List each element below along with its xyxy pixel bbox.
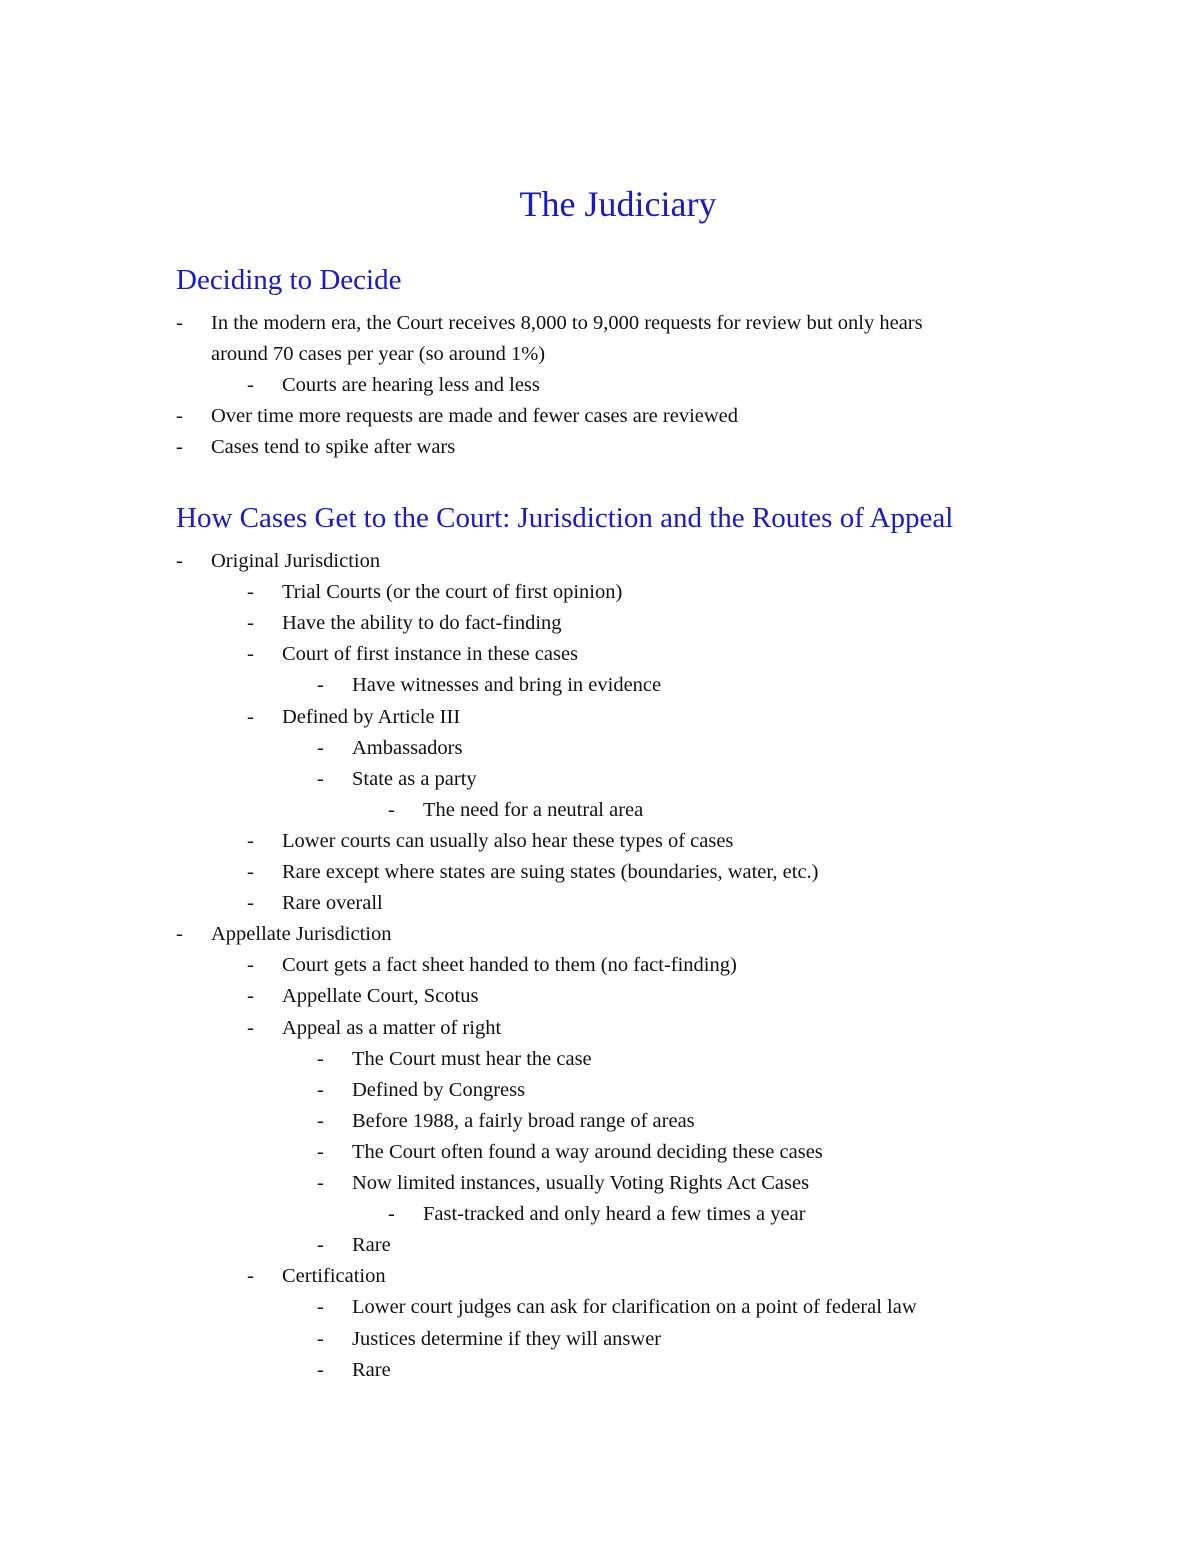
bullet-dash: - — [247, 1016, 254, 1039]
bullet-dash: - — [176, 550, 183, 572]
list-item-level-1: Over time more requests are made and fewer cases are reviewed — [211, 405, 739, 428]
list-item-level-3: Rare — [352, 1358, 391, 1381]
list-item-level-2: Trial Courts (or the court of first opinion) — [282, 581, 623, 604]
list-item-level-1: Original Jurisdiction — [211, 550, 381, 572]
section-heading: Deciding to Decide — [176, 264, 402, 296]
list-item-level-1: Cases tend to spike after wars — [211, 436, 456, 459]
bullet-dash: - — [317, 1078, 324, 1101]
bullet-dash: - — [247, 892, 254, 915]
bullet-dash: - — [247, 612, 254, 635]
bullet-dash: - — [247, 1265, 254, 1288]
list-item-level-2: Lower courts can usually also hear these types of cases — [282, 829, 734, 852]
bullet-dash: - — [247, 985, 254, 1008]
list-item-level-2: Defined by Article III — [282, 705, 461, 728]
bullet-dash: - — [247, 581, 254, 604]
list-item-level-3: Have witnesses and bring in evidence — [352, 674, 662, 697]
list-item-level-2: Certification — [282, 1265, 386, 1288]
bullet-dash: - — [317, 1234, 324, 1257]
bullet-dash: - — [247, 374, 254, 397]
list-item-level-1: Appellate Jurisdiction — [211, 923, 392, 946]
bullet-dash: - — [176, 436, 183, 459]
bullet-dash: - — [317, 1327, 324, 1350]
bullet-dash: - — [388, 1203, 395, 1226]
list-item-level-3: Ambassadors — [352, 736, 463, 759]
list-item-level-3: Lower court judges can ask for clarification on a point of federal law — [352, 1296, 917, 1319]
bullet-dash: - — [317, 1358, 324, 1381]
list-item-level-2: Have the ability to do fact-finding — [282, 612, 562, 635]
section-heading: How Cases Get to the Court: Jurisdiction and the Routes of Appeal — [176, 502, 954, 534]
list-item-level-3: The Court must hear the case — [352, 1047, 592, 1070]
bullet-dash: - — [176, 405, 183, 428]
list-item-level-3: Before 1988, a fairly broad range of areas — [352, 1109, 695, 1132]
bullet-dash: - — [176, 923, 183, 946]
list-item-level-4: Fast-tracked and only heard a few times a year — [423, 1203, 806, 1226]
bullet-dash: - — [317, 767, 324, 790]
bullet-dash: - — [247, 705, 254, 728]
list-item-level-2: Appeal as a matter of right — [282, 1016, 502, 1039]
list-item-level-2: Courts are hearing less and less — [282, 374, 540, 397]
list-item-level-2: Rare except where states are suing states (boundaries, water, etc.) — [282, 861, 819, 883]
bullet-dash: - — [317, 1140, 324, 1163]
bullet-dash: - — [317, 736, 324, 759]
bullet-dash: - — [247, 954, 254, 977]
list-item-level-2: Court of first instance in these cases — [282, 643, 579, 666]
bullet-dash: - — [176, 312, 183, 334]
bullet-dash: - — [317, 1172, 324, 1194]
bullet-dash: - — [317, 1047, 324, 1070]
list-item-level-3: Defined by Congress — [352, 1078, 526, 1101]
bullet-dash: - — [317, 1296, 324, 1319]
bullet-dash: - — [317, 1109, 324, 1132]
list-item-level-2: Court gets a fact sheet handed to them (no fact-finding) — [282, 954, 737, 977]
list-item-level-4: The need for a neutral area — [423, 798, 644, 821]
bullet-dash: - — [247, 861, 254, 883]
bullet-dash: - — [247, 643, 254, 666]
list-item-level-2: Rare overall — [282, 892, 383, 915]
list-item-level-3: The Court often found a way around deciding these cases — [352, 1140, 823, 1163]
list-item-level-2: Appellate Court, Scotus — [282, 985, 479, 1008]
bullet-dash: - — [388, 798, 395, 821]
list-item-level-3: Now limited instances, usually Voting Rights Act Cases — [352, 1172, 810, 1194]
list-item-level-3: Rare — [352, 1234, 391, 1257]
document-title: The Judiciary — [519, 184, 717, 224]
list-item-continuation: around 70 cases per year (so around 1%) — [211, 343, 546, 366]
list-item-level-1: In the modern era, the Court receives 8,000 to 9,000 requests for review but only hears — [211, 312, 923, 334]
bullet-dash: - — [317, 674, 324, 697]
list-item-level-3: Justices determine if they will answer — [352, 1327, 662, 1350]
bullet-dash: - — [247, 829, 254, 852]
list-item-level-3: State as a party — [352, 767, 477, 790]
